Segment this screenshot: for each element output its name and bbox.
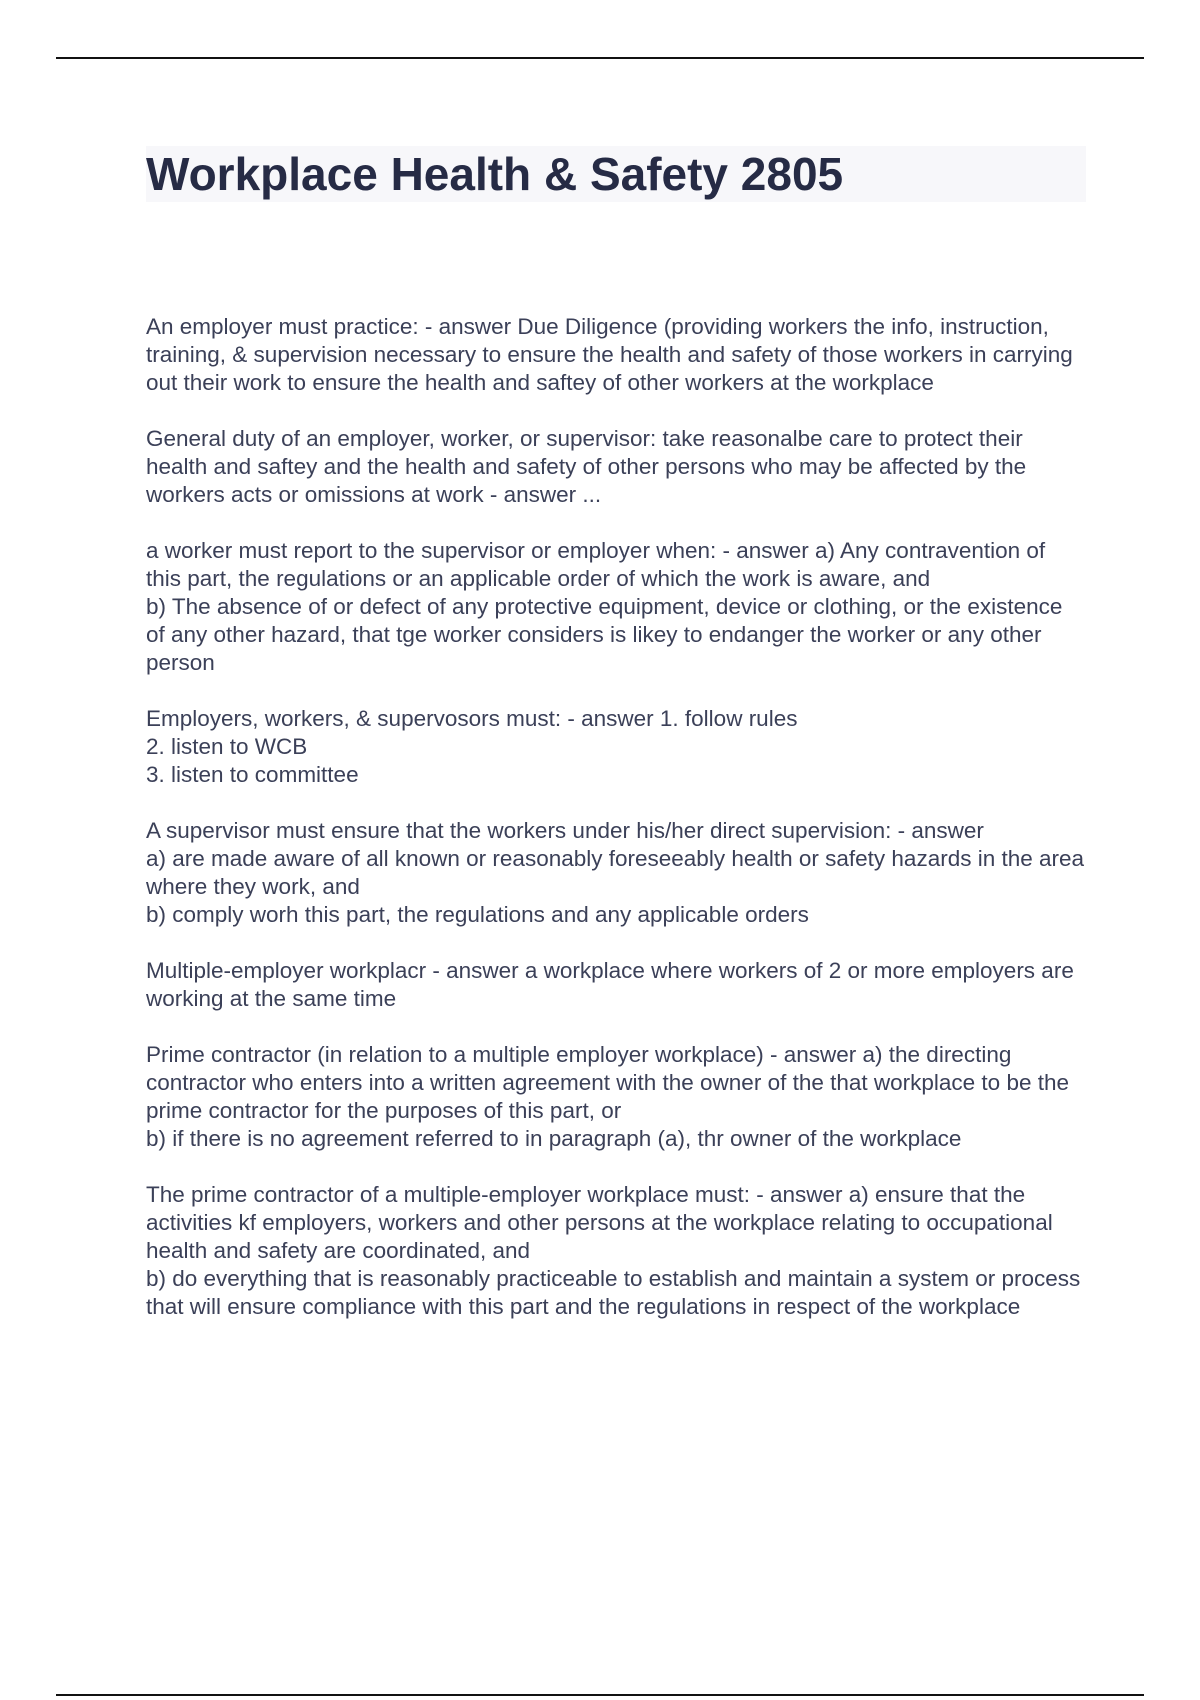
qa-entry-supervisor-duty: A supervisor must ensure that the workers under his/her direct supervision: - answer a) are made aware of all known or reasonably foreseeably health or safety hazards in the area where they work, and b) comply worh this part, the regulations and any applicable orders (146, 818, 1085, 927)
top-rule (56, 57, 1144, 59)
page-title: Workplace Health & Safety 2805 (146, 146, 1086, 202)
qa-entry-general-duty: General duty of an employer, worker, or supervisor: take reasonalbe care to protect their health and saftey and the health and safety of other persons who may be affected by the workers acts or omissions at work - answer ... (146, 426, 1027, 507)
qa-list (146, 313, 1086, 1349)
qa-entry-must-follow: Employers, workers, & supervosors must: - answer 1. follow rules 2. listen to WCB 3. listen to committee (146, 706, 798, 787)
qa-entry-due-diligence: An employer must practice: - answer Due Diligence (providing workers the info, instruction, training, & supervision necessary to ensure the health and safety of those workers in carrying out their work to ensure the health and saftey of other workers at the workplace (146, 314, 1073, 395)
qa-entry-multiple-employer: Multiple-employer workplacr - answer a workplace where workers of 2 or more employers are working at the same time (146, 958, 1074, 1011)
qa-entry-prime-contractor-duty: The prime contractor of a multiple-employer workplace must: - answer a) ensure that the activities kf employers, workers and other persons at the workplace relating to occupational health and safety are coordinated, and b) do everything that is reasonably practiceable to establish and maintain a system or process that will ensure compliance with this part and the regulations in respect of the workplace (146, 1182, 1081, 1319)
qa-entry-worker-report: a worker must report to the supervisor or employer when: - answer a) Any contravention of this part, the regulations or an applicable order of which the work is aware, and b) The absence of or defect of any protective equipment, device or clothing, or the existence of any other hazard, that tge worker considers is likey to endanger the worker or any other person (146, 538, 1063, 675)
bottom-rule (56, 1694, 1144, 1696)
qa-entry-prime-contractor: Prime contractor (in relation to a multiple employer workplace) - answer a) the directing contractor who enters into a written agreement with the owner of the that workplace to be the prime contractor for the purposes of this part, or b) if there is no agreement referred to in paragraph (a), thr owner of the workplace (146, 1042, 1070, 1151)
